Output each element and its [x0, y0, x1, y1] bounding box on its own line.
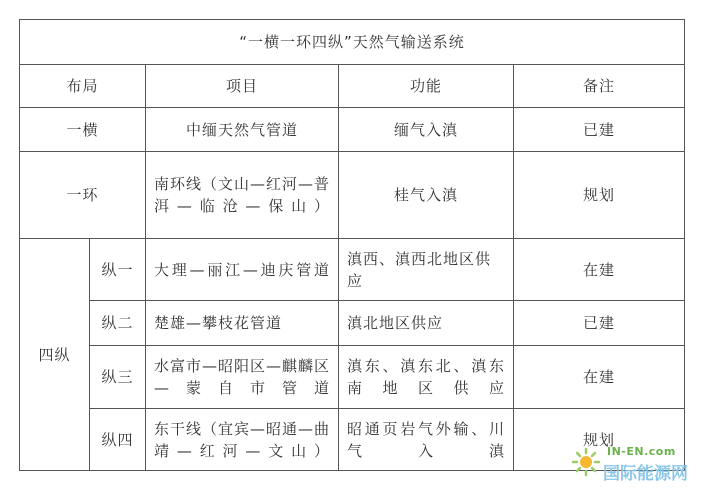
remark-cell: 在建 [514, 346, 685, 409]
project-cell: 中缅天然气管道 [146, 108, 339, 152]
function-cell: 昭通页岩气外输、川气入滇 [339, 409, 514, 471]
sub-label-cell: 纵四 [90, 409, 146, 471]
table-row [20, 239, 685, 301]
layout-cell: 一横 [20, 108, 146, 152]
header-project: 项目 [146, 65, 339, 108]
remark-cell: 规划 [514, 152, 685, 239]
function-cell: 缅气入滇 [339, 108, 514, 152]
project-cell: 南环线（文山—红河—普洱—临沧—保山） [146, 152, 339, 239]
header-layout: 布局 [20, 65, 146, 108]
header-remark: 备注 [514, 65, 685, 108]
table-row [20, 108, 685, 152]
function-cell: 桂气入滇 [339, 152, 514, 239]
remark-cell: 规划 [514, 409, 685, 471]
header-row [20, 65, 685, 108]
layout-cell: 一环 [20, 152, 146, 239]
table-title-row [20, 20, 685, 65]
remark-cell: 已建 [514, 301, 685, 346]
sub-label-cell: 纵二 [90, 301, 146, 346]
table-row [20, 346, 685, 409]
project-cell: 水富市—昭阳区—麒麟区—蒙自市管道 [146, 346, 339, 409]
table-title: “一横一环四纵”天然气输送系统 [20, 20, 685, 65]
sub-label-cell: 纵一 [90, 239, 146, 301]
project-cell: 东干线（宜宾—昭通—曲靖—红河—文山） [146, 409, 339, 471]
table-row [20, 301, 685, 346]
watermark-cn: 国际能源网 [603, 464, 688, 484]
watermark-logo [571, 441, 695, 485]
sub-label-cell: 纵三 [90, 346, 146, 409]
remark-cell: 在建 [514, 239, 685, 301]
function-cell: 滇北地区供应 [339, 301, 514, 346]
watermark-en: IN-EN.com [607, 445, 676, 458]
gas-transmission-table [19, 19, 685, 471]
function-cell: 滇东、滇东北、滇东南地区供应 [339, 346, 514, 409]
header-function: 功能 [339, 65, 514, 108]
project-cell: 楚雄—攀枝花管道 [146, 301, 339, 346]
group-label-cell: 四纵 [20, 239, 90, 471]
remark-cell: 已建 [514, 108, 685, 152]
project-cell: 大理—丽江—迪庆管道 [146, 239, 339, 301]
function-cell: 滇西、滇西北地区供应 [339, 239, 514, 301]
sun-logo-icon [571, 447, 601, 477]
table-row [20, 152, 685, 239]
